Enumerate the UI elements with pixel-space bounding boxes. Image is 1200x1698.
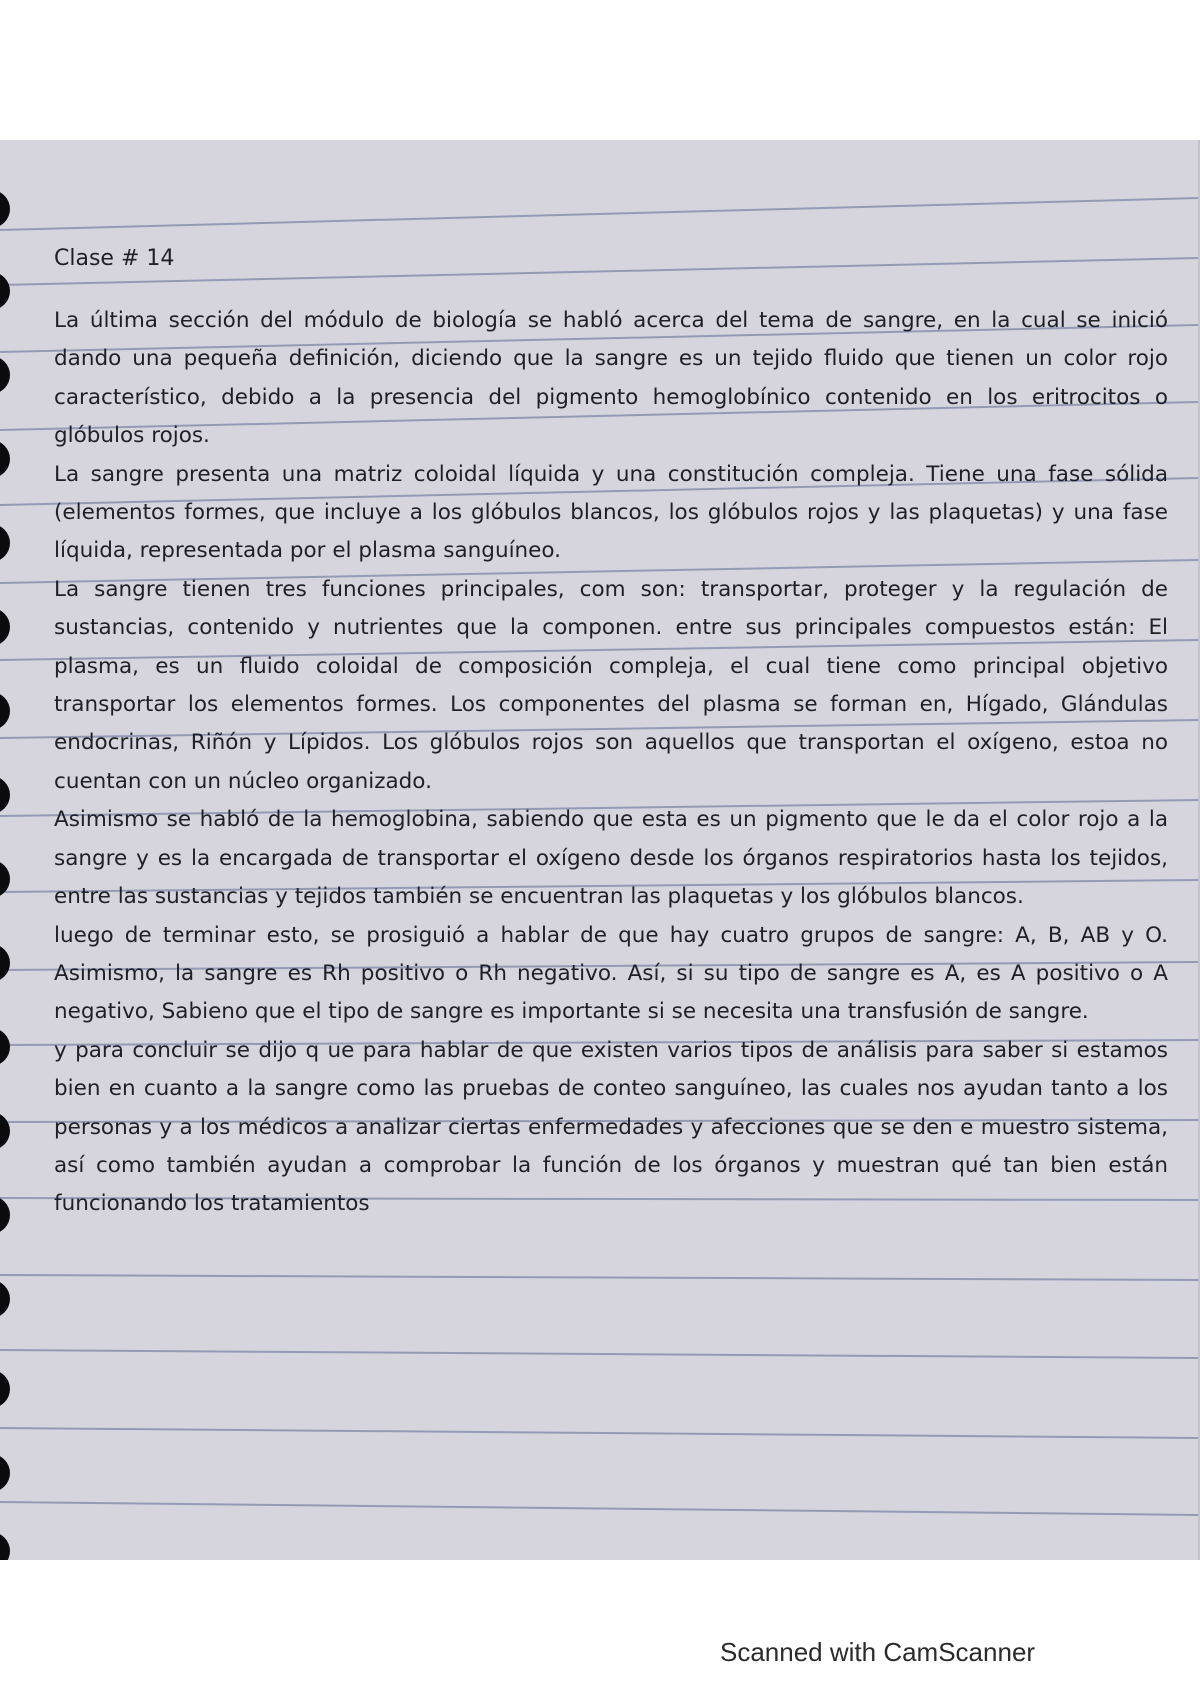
- binder-ring: [0, 944, 10, 982]
- binder-ring: [0, 356, 10, 394]
- paragraph-functions: La sangre tienen tres funciones principales, com son: transportar, proteger y la regulación de sustancias, contenido y nutrientes que la componen. entre sus principales compuestos están: El plasma, es un fluido coloidal de composición compleja, el cual tiene como principal objetivo transportar los elementos formes. Los componentes del plasma se forman en, Hígado, Glándulas endocrinas, Riñón y Lípidos. Los glóbulos rojos son aquellos que transportan el oxígeno, estoa no cuentan con un núcleo organizado.: [54, 576, 1168, 794]
- binder-ring: [0, 272, 10, 310]
- binder-ring: [0, 860, 10, 898]
- binder-ring: [0, 1280, 10, 1318]
- scanner-watermark: Scanned with CamScanner: [720, 1637, 1036, 1667]
- notes-content: [54, 240, 1168, 1224]
- binder-ring: [0, 776, 10, 814]
- paragraph-composition: La sangre presenta una matriz coloidal líquida y una constitución compleja. Tiene una fase sólida (elementos formes, que incluye a los glóbulos blancos, los glóbulos rojos y las plaquetas) y una fase líquida, representada por el plasma sanguíneo.: [54, 461, 1168, 564]
- paragraph-definition: La última sección del módulo de biología se habló acerca del tema de sangre, en la cual se inició dando una pequeña definición, diciendo que la sangre es un tejido fluido que tienen un color rojo característico, debido a la presencia del pigmento hemoglobínico contenido en los eritrocitos o glóbulos rojos.: [54, 308, 1168, 449]
- binder-ring: [0, 190, 10, 228]
- binder-ring: [0, 1112, 10, 1150]
- binder-ring: [0, 1370, 10, 1408]
- binder-ring: [0, 692, 10, 730]
- class-title: Clase # 14: [54, 246, 175, 271]
- binder-ring: [0, 1454, 10, 1492]
- paragraph-conclusion: y para concluir se dijo q ue para hablar de que existen varios tipos de análisis para saber si estamos bien en cuanto a la sangre como las pruebas de conteo sanguíneo, las cuales nos ayudan tanto a los personas y a los médicos a analizar ciertas enfermedades y afecciones que se den e muestro sistema, así como también ayudan a comprobar la función de los órganos y muestran qué tan bien están funcionando los tratamientos: [54, 1037, 1168, 1217]
- notebook-page: [0, 140, 1200, 1560]
- paragraph-blood-groups: luego de terminar esto, se prosiguió a hablar de que hay cuatro grupos de sangre: A, B, AB y O. Asimismo, la sangre es Rh positivo o Rh negativo. Así, si su tipo de sangre es A, es A positivo o A negativo, Sabieno que el tipo de sangre es importante si se necesita una transfusión de sangre.: [54, 922, 1168, 1025]
- binder-ring: [0, 440, 10, 478]
- binder-ring: [0, 1196, 10, 1234]
- binder-ring: [0, 1532, 10, 1560]
- binder-ring: [0, 524, 10, 562]
- paragraph-hemoglobin: Asimismo se habló de la hemoglobina, sabiendo que esta es un pigmento que le da el color rojo a la sangre y es la encargada de transportar el oxígeno desde los órganos respiratorios hasta los tejidos, entre las sustancias y tejidos también se encuentran las plaquetas y los glóbulos blancos.: [54, 807, 1168, 910]
- binder-ring: [0, 608, 10, 646]
- binder-rings: [0, 140, 20, 1560]
- binder-ring: [0, 1028, 10, 1066]
